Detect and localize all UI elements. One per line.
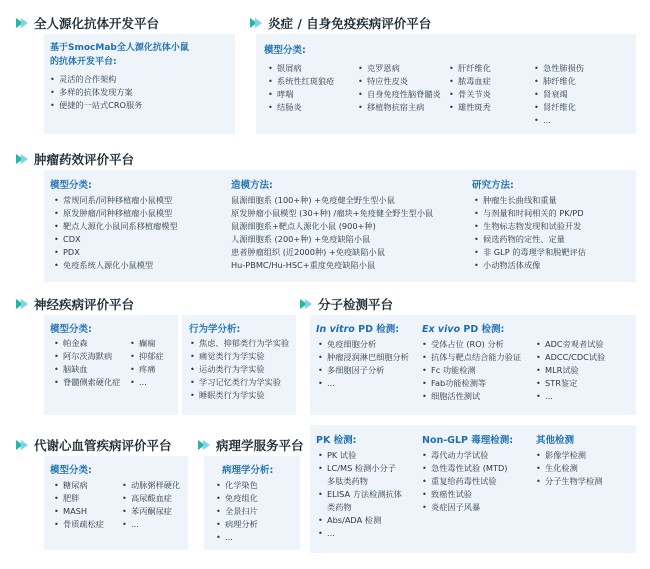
intro-line-2: 的抗体开发平台: (50, 57, 117, 67)
list-item: • ADCC/CDC试验 (536, 351, 605, 364)
list-item: • 雄性斑秃 (449, 101, 491, 114)
list-item: • 小动物活体成像 (474, 259, 586, 272)
list-item: • 肥胖 (54, 492, 104, 505)
antibody-intro (50, 41, 189, 69)
list-item: • 动脉粥样硬化 (122, 479, 180, 492)
exvivo-suffix: PD 检测: (460, 324, 505, 335)
metabolic-col-1 (54, 479, 104, 531)
section-title-neuro (16, 295, 134, 313)
list-item: • ... (534, 114, 584, 127)
list-item: • 急性肺损伤 (534, 62, 584, 75)
list-item: • 阿尔茨海默病 (54, 350, 120, 363)
tumor-models (54, 194, 178, 272)
list-item: • 毒代动力学试验 (422, 449, 508, 462)
list-item: • MLR试验 (536, 364, 605, 377)
arrow-icon (250, 18, 262, 28)
pathology-head: 病理学分析: (222, 465, 274, 476)
metabolic-col-2 (122, 479, 180, 531)
tumor-research (474, 194, 586, 272)
list-item: • 重复给药毒性试验 (422, 475, 508, 488)
section-title-pathology (198, 436, 304, 454)
list-item: • 糖尿病 (54, 479, 104, 492)
list-item: • Abs/ADA 检测 (318, 514, 402, 527)
invitro-label: In vitro (316, 324, 355, 335)
arrow-icon (300, 299, 312, 309)
inflammation-head: 模型分类: (264, 45, 306, 56)
list-item: • LC/MS 检测小分子 (318, 462, 402, 475)
list-item: • 肿瘤浸润淋巴细胞分析 (318, 351, 409, 364)
list-item: • 焦虑、抑郁类行为学实验 (190, 337, 289, 350)
list-item: • 化学染色 (216, 479, 258, 492)
section-title-metabolic (16, 436, 172, 454)
title-text: 肿瘤药效评价平台 (34, 152, 135, 167)
list-item: • 与剂量和时间相关的 PK/PD (474, 207, 586, 220)
list-item: 人源细胞系 (200+种) +免疫缺陷小鼠 (231, 234, 371, 244)
list-item: • 灵活的合作架构 (50, 73, 142, 86)
list-item: • 肾衰竭 (534, 88, 584, 101)
molecular-pk (318, 449, 402, 540)
tumor-head-research: 研究方法: (472, 180, 514, 191)
list-item: • 细胞活性测试 (422, 390, 521, 403)
list-item: • 影像学检测 (536, 449, 602, 462)
title-text: 炎症 / 自身免疫疾病评价平台 (268, 16, 432, 31)
molecular-head-invitro (316, 321, 399, 335)
pathology-list (216, 479, 258, 544)
list-item: • 苯丙酮尿症 (122, 505, 180, 518)
antibody-list (50, 73, 142, 112)
list-item: • 脑缺血 (54, 363, 120, 376)
list-item: • 帕金森 (54, 337, 120, 350)
list-item: • ... (130, 376, 164, 389)
neuro-head-behavior: 行为学分析: (189, 324, 241, 335)
list-item: • 急性毒性试验 (MTD) (422, 462, 508, 475)
list-item: • 免疫细胞分析 (318, 338, 409, 351)
list-item: • 脓毒血症 (449, 75, 491, 88)
list-item: • 肝纤维化 (449, 62, 491, 75)
list-item: • 睡眠类行为学实验 (190, 389, 289, 402)
molecular-invitro (318, 338, 409, 390)
list-item: 原发肿瘤小鼠模型 (30+种) /瘤块+免疫健全野生型小鼠 (231, 208, 434, 218)
molecular-exvivo (422, 338, 521, 403)
section-title-molecular (300, 295, 393, 313)
list-item: • PDX (54, 246, 178, 259)
list-item: • 学习记忆类行为学实验 (190, 376, 289, 389)
neuro-col-2 (130, 337, 164, 389)
list-item: 鼠源细胞系+靶点人源化小鼠 (900+种) (231, 221, 376, 231)
list-item: • 生化检测 (536, 462, 602, 475)
list-item: • 候选药物的定性、定量 (474, 233, 586, 246)
list-item: Hu-PBMC/Hu-HSC+重度免疫缺陷小鼠 (231, 260, 376, 270)
list-item: • 原发肿瘤/同种移植瘤小鼠模型 (54, 207, 178, 220)
list-item: • ... (318, 377, 409, 390)
list-item: • Fc 功能检测 (422, 364, 521, 377)
inflammation-col-1 (268, 62, 334, 114)
list-item: • 便捷的一站式CRO服务 (50, 99, 142, 112)
list-item: 多肽类药物 (327, 476, 368, 486)
molecular-tox (422, 449, 508, 514)
list-item: • 自身免疫性脑脊髓炎 (358, 88, 441, 101)
list-item: • 多细胞因子分析 (318, 364, 409, 377)
list-item: • 靶点人源化小鼠同系移植瘤模型 (54, 220, 178, 233)
list-item: • MASH (54, 505, 104, 518)
title-text: 分子检测平台 (318, 297, 394, 312)
list-item: • 疼痛 (130, 363, 164, 376)
list-item: • CDX (54, 233, 178, 246)
list-item: • ... (536, 390, 605, 403)
inflammation-col-3 (449, 62, 491, 114)
title-text: 病理学服务平台 (216, 438, 304, 453)
section-title-inflammation (250, 14, 431, 32)
molecular-other (536, 449, 602, 488)
molecular-head-tox: Non-GLP 毒理检测: (422, 435, 514, 446)
neuro-head-models: 模型分类: (50, 324, 92, 335)
list-item: • 受体占位 (RO) 分析 (422, 338, 521, 351)
inflammation-col-2 (358, 62, 441, 114)
list-item: • ADC旁观者试验 (536, 338, 605, 351)
list-item: • 肿瘤生长曲线和重量 (474, 194, 586, 207)
list-item: • 克罗恩病 (358, 62, 441, 75)
list-item: • 结肠炎 (268, 101, 334, 114)
list-item: • 移植物抗宿主病 (358, 101, 441, 114)
list-item: • 非 GLP 的毒理学和脱靶评估 (474, 246, 586, 259)
metabolic-head: 模型分类: (50, 465, 92, 476)
molecular-head-other: 其他检测 (536, 435, 575, 446)
title-text: 神经疾病评价平台 (34, 297, 135, 312)
section-title-tumor (16, 150, 134, 168)
list-item: • 抗体与靶点结合能力验证 (422, 351, 521, 364)
inflammation-col-4 (534, 62, 584, 127)
arrow-icon (198, 440, 210, 450)
list-item: • PK 试验 (318, 449, 402, 462)
list-item: • 哮喘 (268, 88, 334, 101)
list-item: • Fab功能检测等 (422, 377, 521, 390)
molecular-head-pk: PK 检测: (316, 435, 357, 446)
list-item: 鼠源细胞系 (100+种) +免疫健全野生型小鼠 (231, 195, 395, 205)
list-item: • 运动类行为学实验 (190, 363, 289, 376)
list-item: • ELISA 方法检测抗体 (318, 488, 402, 501)
title-text: 全人源化抗体开发平台 (34, 16, 160, 31)
list-item: • 炎症因子风暴 (422, 501, 508, 514)
section-title-antibody (16, 14, 159, 32)
exvivo-label: Ex vivo (422, 324, 461, 335)
list-item: 类药物 (327, 502, 352, 512)
list-item: • 多样的抗体发现方案 (50, 86, 142, 99)
list-item: • 系统性红斑狼疮 (268, 75, 334, 88)
tumor-head-methods: 造模方法: (231, 180, 273, 191)
list-item: • 生物标志物发现和试验开发 (474, 220, 586, 233)
list-item: • 特应性皮炎 (358, 75, 441, 88)
molecular-adc (536, 338, 605, 403)
list-item: • 致癌性试验 (422, 488, 508, 501)
list-item: • STR鉴定 (536, 377, 605, 390)
list-item: • 脊髓侧索硬化症 (54, 376, 120, 389)
arrow-icon (16, 18, 28, 28)
list-item: • 分子生物学检测 (536, 475, 602, 488)
neuro-col-3 (190, 337, 289, 402)
list-item: • 肾纤维化 (534, 101, 584, 114)
molecular-head-exvivo (422, 321, 504, 335)
tumor-head-models: 模型分类: (50, 180, 92, 191)
neuro-col-1 (54, 337, 120, 389)
list-item: • ... (318, 527, 402, 540)
list-item: • ... (216, 531, 258, 544)
arrow-icon (16, 440, 28, 450)
list-item: • 病理分析 (216, 518, 258, 531)
list-item: • 痛觉类行为学实验 (190, 350, 289, 363)
arrow-icon (16, 299, 28, 309)
list-item: • 骨关节炎 (449, 88, 491, 101)
list-item: • 常规同系/同种移植瘤小鼠模型 (54, 194, 178, 207)
invitro-suffix: PD 检测: (354, 324, 400, 335)
list-item: • ... (122, 518, 180, 531)
list-item: 患者肿瘤组织 (近2000种) +免疫缺陷小鼠 (231, 247, 385, 257)
list-item: • 免疫组化 (216, 492, 258, 505)
arrow-icon (16, 154, 28, 164)
list-item: • 银屑病 (268, 62, 334, 75)
list-item: • 抑郁症 (130, 350, 164, 363)
list-item: • 全景扫片 (216, 505, 258, 518)
list-item: • 免疫系统人源化小鼠模型 (54, 259, 178, 272)
list-item: • 癫痫 (130, 337, 164, 350)
title-text: 代谢心血管疾病评价平台 (34, 438, 172, 453)
tumor-methods (231, 194, 433, 272)
intro-line-1: 基于SmocMab全人源化抗体小鼠 (50, 43, 189, 53)
list-item: • 骨质疏松症 (54, 518, 104, 531)
list-item: • 高尿酸血症 (122, 492, 180, 505)
list-item: • 肺纤维化 (534, 75, 584, 88)
